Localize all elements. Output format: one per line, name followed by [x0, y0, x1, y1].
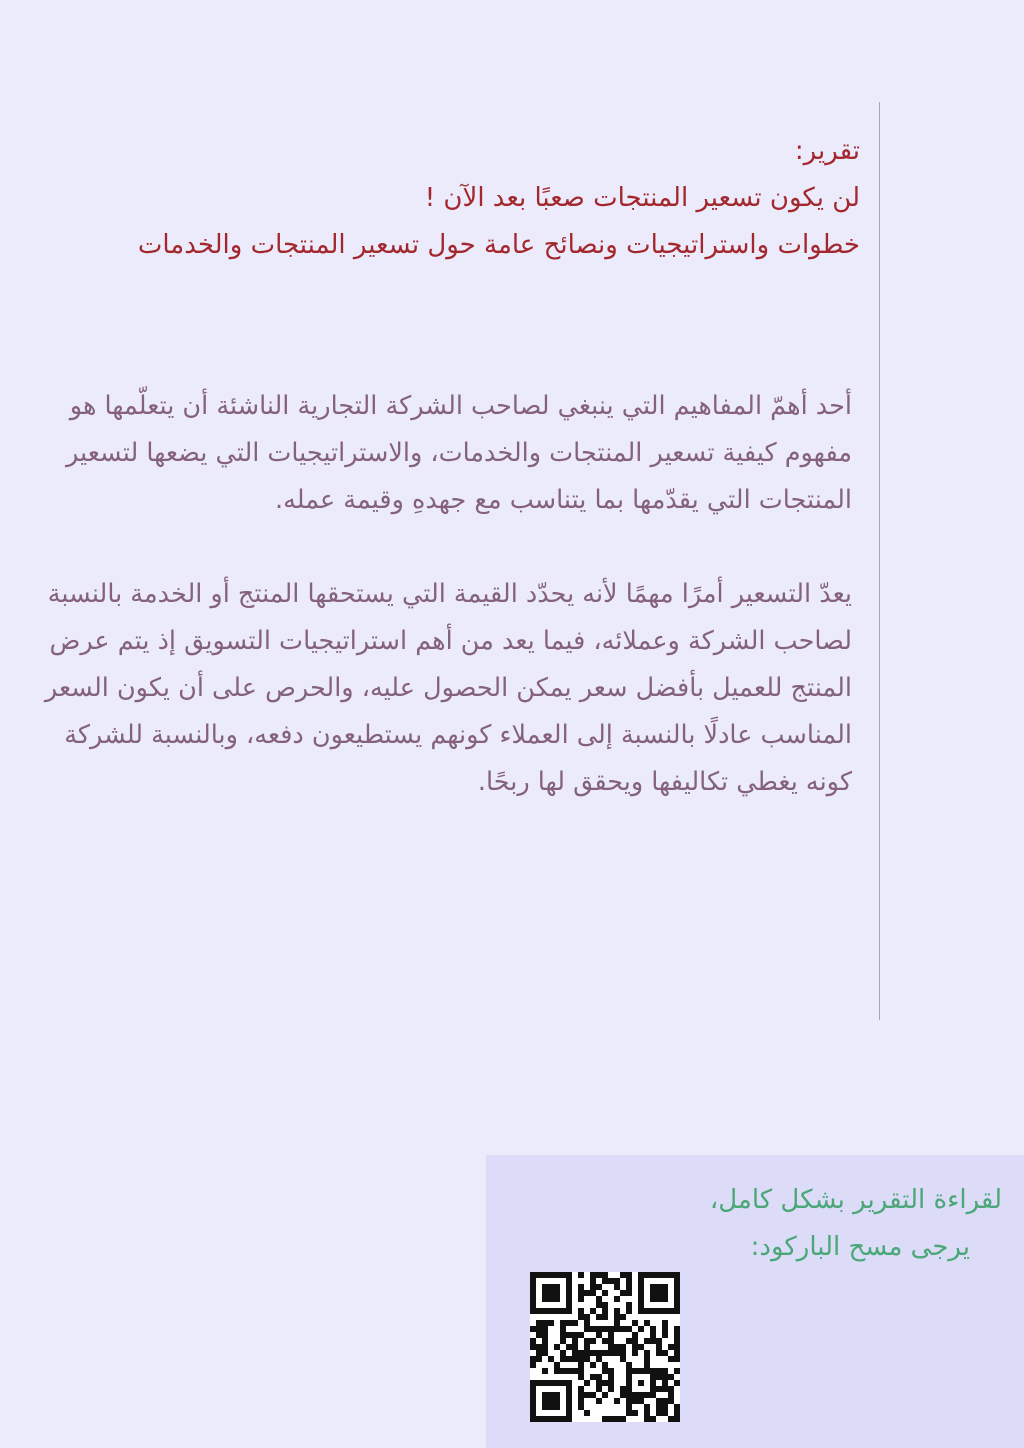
qr-code-graphic: [530, 1272, 680, 1422]
title-headline: لن يكون تسعير المنتجات صعبًا بعد الآن !: [424, 183, 860, 213]
qr-panel: [486, 1155, 1024, 1448]
body-paragraph-2: يعدّ التسعير أمرًا مهمًا لأنه يحدّد القيمة التي يستحقها المنتج أو الخدمة بالنسبة لصاحب الشركة وعملائه، فيما يعد من أهم استراتيجيات التسويق إذ يتم عرض المنتج للعميل بأفضل سعر يمكن الحصول عليه، والحرص على أن يكون السعر المناسب عادلًا بالنسبة إلى العملاء كونهم يستطيعون دفعه، وبالنسبة للشركة كونه يغطي تكاليفها ويحقق لها ربحًا.: [44, 579, 852, 797]
qr-instructions: [522, 1177, 1002, 1271]
qr-instruction-line-1: لقراءة التقرير بشكل كامل،: [709, 1185, 1002, 1215]
report-title: [40, 128, 860, 269]
title-label: تقرير:: [794, 136, 860, 166]
report-body: [40, 383, 852, 806]
body-paragraph-1: أحد أهمّ المفاهيم التي ينبغي لصاحب الشركة التجارية الناشئة أن يتعلّمها هو مفهوم كيفية تسعير المنتجات والخدمات، والاستراتيجيات التي يضعها لتسعير المنتجات التي يقدّمها بما يتناسب مع جهدهِ وقيمة عمله.: [65, 391, 852, 515]
qr-code-icon[interactable]: [530, 1272, 680, 1422]
qr-instruction-line-2: يرجى مسح الباركود:: [750, 1232, 970, 1262]
vertical-divider: [879, 102, 880, 1020]
title-subtitle: خطوات واستراتيجيات ونصائح عامة حول تسعير المنتجات والخدمات: [137, 230, 860, 260]
